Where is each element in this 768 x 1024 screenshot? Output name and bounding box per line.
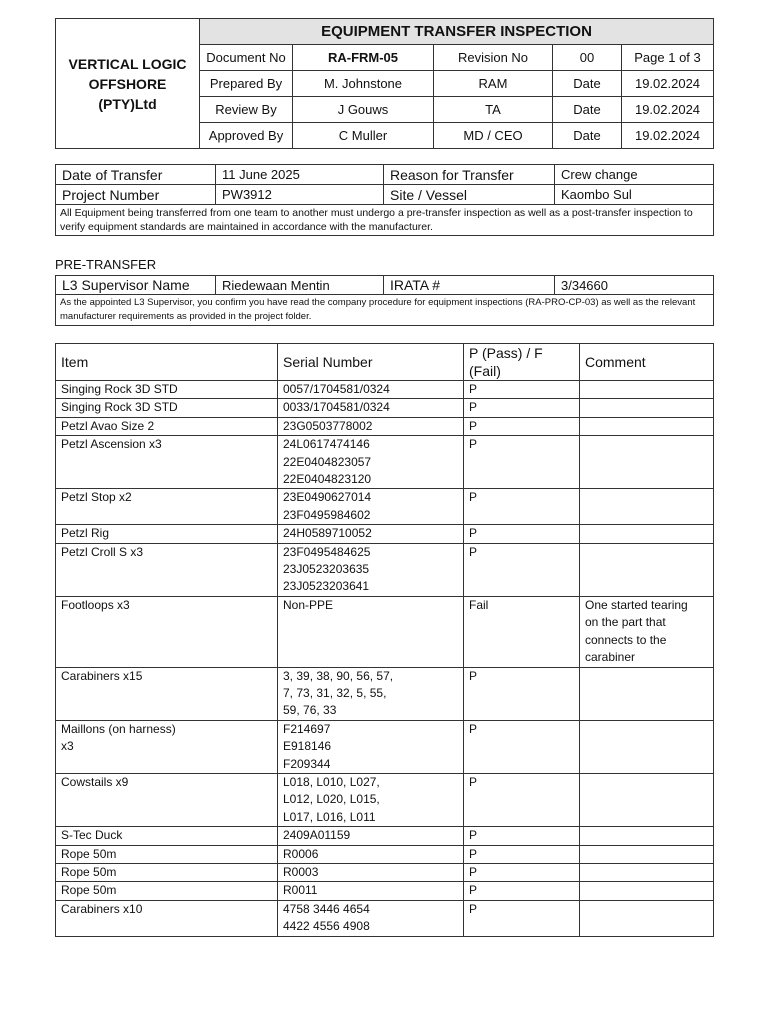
supervisor-name-value: Riedewaan Mentin [216, 276, 384, 295]
equipment-row [56, 863, 714, 881]
comment-cell [580, 525, 714, 543]
reason-label: Reason for Transfer [384, 165, 555, 185]
equipment-row [56, 827, 714, 845]
equipment-row [56, 417, 714, 435]
item-cell: Petzl Rig [56, 525, 278, 543]
serial-cell: 4758 3446 4654 4422 4556 4908 [278, 900, 464, 936]
serial-cell: R0006 [278, 845, 464, 863]
item-cell: Rope 50m [56, 863, 278, 881]
review-date: 19.02.2024 [622, 97, 714, 123]
transfer-info-table [55, 164, 714, 236]
serial-cell: L018, L010, L027, L012, L020, L015, L017, L016, L011 [278, 773, 464, 826]
comment-cell [580, 863, 714, 881]
equipment-row [56, 596, 714, 667]
equipment-row [56, 525, 714, 543]
date-label: Date [553, 97, 622, 123]
comment-cell [580, 773, 714, 826]
equipment-row [56, 667, 714, 720]
project-number-label: Project Number [56, 185, 216, 205]
serial-cell: F214697 E918146 F209344 [278, 720, 464, 773]
item-cell: Rope 50m [56, 882, 278, 900]
item-cell: Petzl Croll S x3 [56, 543, 278, 596]
approved-date: 19.02.2024 [622, 123, 714, 149]
document-no-label: Document No [200, 45, 293, 71]
date-of-transfer-label: Date of Transfer [56, 165, 216, 185]
result-cell: P [464, 667, 580, 720]
serial-cell: 2409A01159 [278, 827, 464, 845]
approved-by-role: MD / CEO [434, 123, 553, 149]
serial-cell: 24L0617474146 22E0404823057 22E0404823120 [278, 436, 464, 489]
result-cell: P [464, 900, 580, 936]
item-cell: Petzl Avao Size 2 [56, 417, 278, 435]
comment-cell: One started tearing on the part that connects to the carabiner [580, 596, 714, 667]
serial-cell: 24H0589710052 [278, 525, 464, 543]
equipment-row [56, 720, 714, 773]
irata-label: IRATA # [384, 276, 555, 295]
result-cell: P [464, 417, 580, 435]
site-vessel-value: Kaombo Sul [555, 185, 714, 205]
prepared-date: 19.02.2024 [622, 71, 714, 97]
item-cell: Singing Rock 3D STD [56, 399, 278, 417]
equipment-row [56, 900, 714, 936]
reason-value: Crew change [555, 165, 714, 185]
item-cell: Singing Rock 3D STD [56, 381, 278, 399]
result-cell: P [464, 489, 580, 525]
equipment-row [56, 543, 714, 596]
comment-cell [580, 436, 714, 489]
equipment-table [55, 343, 714, 937]
item-cell: Cowstails x9 [56, 773, 278, 826]
item-cell: S-Tec Duck [56, 827, 278, 845]
serial-cell: 23E0490627014 23F0495984602 [278, 489, 464, 525]
comment-cell [580, 720, 714, 773]
item-cell: Maillons (on harness) x3 [56, 720, 278, 773]
serial-cell: R0003 [278, 863, 464, 881]
result-cell: P [464, 863, 580, 881]
prepared-by-label: Prepared By [200, 71, 293, 97]
serial-cell: 0033/1704581/0324 [278, 399, 464, 417]
revision-no-label: Revision No [434, 45, 553, 71]
result-cell: Fail [464, 596, 580, 667]
item-header: Item [56, 344, 278, 381]
review-by-label: Review By [200, 97, 293, 123]
supervisor-table [55, 275, 714, 326]
company-line-3: (PTY)Ltd [98, 95, 157, 112]
site-vessel-label: Site / Vessel [384, 185, 555, 205]
comment-header: Comment [580, 344, 714, 381]
result-cell: P [464, 543, 580, 596]
comment-cell [580, 417, 714, 435]
result-cell: P [464, 882, 580, 900]
comment-cell [580, 489, 714, 525]
item-cell: Carabiners x15 [56, 667, 278, 720]
result-cell: P [464, 773, 580, 826]
comment-cell [580, 900, 714, 936]
comment-cell [580, 399, 714, 417]
page-number: Page 1 of 3 [622, 45, 714, 71]
equipment-row [56, 882, 714, 900]
serial-header: Serial Number [278, 344, 464, 381]
comment-cell [580, 845, 714, 863]
equipment-row [56, 773, 714, 826]
comment-cell [580, 543, 714, 596]
date-of-transfer-value: 11 June 2025 [216, 165, 384, 185]
result-cell: P [464, 827, 580, 845]
date-label: Date [553, 123, 622, 149]
pre-transfer-heading: PRE-TRANSFER [55, 257, 157, 272]
result-cell: P [464, 436, 580, 489]
company-line-1: VERTICAL LOGIC [68, 55, 187, 72]
company-line-2: OFFSHORE [88, 75, 167, 92]
company-name [56, 19, 200, 149]
date-label: Date [553, 71, 622, 97]
equipment-row [56, 399, 714, 417]
review-by-value: J Gouws [293, 97, 434, 123]
review-by-role: TA [434, 97, 553, 123]
comment-cell [580, 882, 714, 900]
comment-cell [580, 381, 714, 399]
item-cell: Petzl Ascension x3 [56, 436, 278, 489]
irata-value: 3/34660 [555, 276, 714, 295]
equipment-header-row [56, 344, 714, 381]
serial-cell: 23G0503778002 [278, 417, 464, 435]
item-cell: Carabiners x10 [56, 900, 278, 936]
document-title: EQUIPMENT TRANSFER INSPECTION [200, 19, 714, 45]
serial-cell: 23F0495484625 23J0523203635 23J0523203641 [278, 543, 464, 596]
revision-no-value: 00 [553, 45, 622, 71]
result-header: P (Pass) / F (Fail) [464, 344, 580, 381]
equipment-row [56, 381, 714, 399]
project-number-value: PW3912 [216, 185, 384, 205]
document-header [55, 18, 714, 149]
result-cell: P [464, 381, 580, 399]
supervisor-note: As the appointed L3 Supervisor, you confirm you have read the company procedure for equipment inspections (RA-PRO-CP-03) as well as the relevant manufacturer requirements as provided in the project folder. [56, 295, 714, 326]
comment-cell [580, 667, 714, 720]
supervisor-name-label: L3 Supervisor Name [56, 276, 216, 295]
transfer-note: All Equipment being transferred from one team to another must undergo a pre-transfer inspection as well as a post-transfer inspection to verify equipment standards are maintained in accordance with the manufacturer. [56, 205, 714, 236]
result-cell: P [464, 720, 580, 773]
result-cell: P [464, 399, 580, 417]
item-cell: Petzl Stop x2 [56, 489, 278, 525]
result-cell: P [464, 525, 580, 543]
item-cell: Footloops x3 [56, 596, 278, 667]
result-cell: P [464, 845, 580, 863]
equipment-row [56, 489, 714, 525]
equipment-row [56, 436, 714, 489]
serial-cell: R0011 [278, 882, 464, 900]
approved-by-value: C Muller [293, 123, 434, 149]
document-no-value: RA-FRM-05 [293, 45, 434, 71]
serial-cell: Non-PPE [278, 596, 464, 667]
approved-by-label: Approved By [200, 123, 293, 149]
prepared-by-role: RAM [434, 71, 553, 97]
comment-cell [580, 827, 714, 845]
serial-cell: 0057/1704581/0324 [278, 381, 464, 399]
equipment-row [56, 845, 714, 863]
serial-cell: 3, 39, 38, 90, 56, 57, 7, 73, 31, 32, 5, 55, 59, 76, 33 [278, 667, 464, 720]
item-cell: Rope 50m [56, 845, 278, 863]
prepared-by-value: M. Johnstone [293, 71, 434, 97]
